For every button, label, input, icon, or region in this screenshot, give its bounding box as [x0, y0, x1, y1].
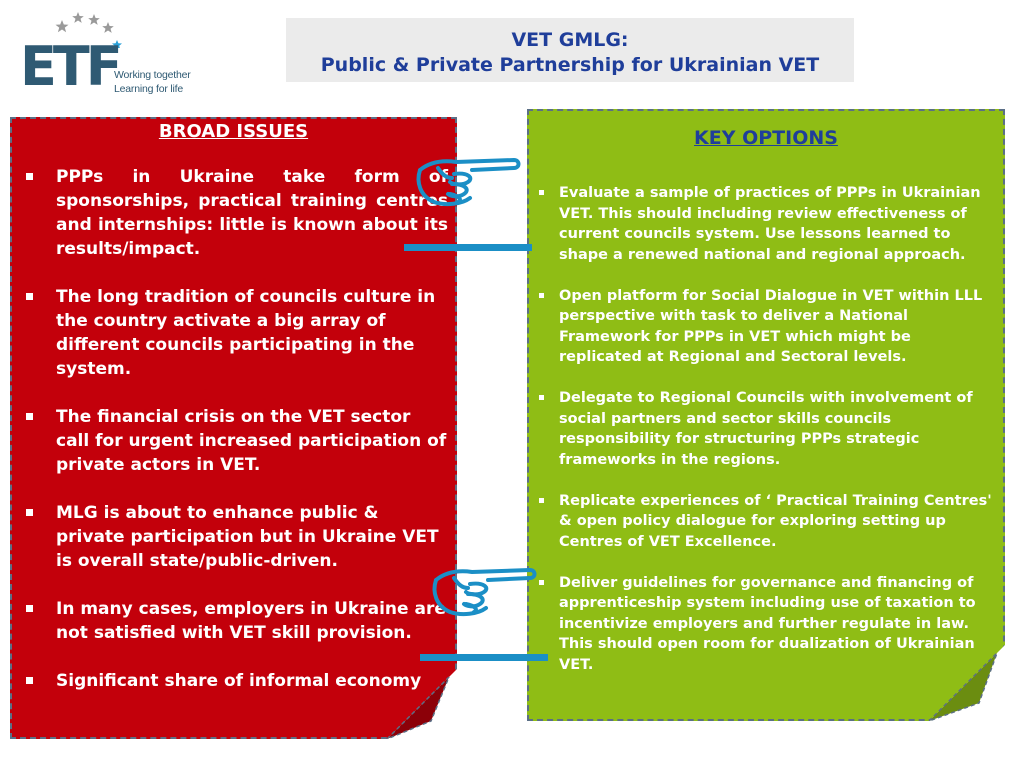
pointing-hand-icon [412, 152, 524, 210]
bullet-icon [539, 293, 544, 298]
list-item: Deliver guidelines for governance and financing of apprenticeship system including use of taxation to incentivize employers and further regulate in law. This should open room for dualization of Ukrainian VET. [537, 573, 993, 676]
title-line1: VET GMLG: [511, 29, 629, 51]
broad-issues-panel [10, 117, 457, 739]
page-curl-icon [929, 645, 1005, 721]
page-curl-icon [387, 669, 457, 739]
list-item: Evaluate a sample of practices of PPPs in Ukrainian VET. This should including review effectiveness of current councils system. Use lessons learned to shape a renewed national and regional approach. [537, 183, 993, 265]
bullet-icon [539, 498, 544, 503]
etf-wordmark: ETF [20, 35, 119, 98]
list-item: Open platform for Social Dialogue in VET within LLL perspective with task to deliver a National Framework for PPPs in VET which might be replicated at Regional and Sectoral levels. [537, 286, 993, 368]
list-item: In many cases, employers in Ukraine are not satisfied with VET skill provision. [24, 597, 448, 645]
logo-tagline-line2: Learning for life [114, 83, 183, 95]
list-item: Significant share of informal economy [24, 669, 448, 693]
key-options-heading: KEY OPTIONS [694, 127, 838, 149]
list-item: PPPs in Ukraine take form of sponsorships, practical training centres and internships: little is known about its results/impact. [24, 165, 448, 261]
bullet-icon [26, 413, 33, 420]
etf-logo [18, 8, 208, 100]
pointing-hand-icon [428, 562, 540, 620]
list-item: MLG is about to enhance public & private participation but in Ukraine VET is overall state/public-driven. [24, 501, 448, 573]
broad-issues-list [24, 165, 448, 717]
bullet-icon [539, 395, 544, 400]
page-title [286, 18, 854, 82]
connector-line-top [404, 244, 532, 251]
title-line2: Public & Private Partnership for Ukrainian VET [320, 54, 820, 76]
key-options-panel [527, 109, 1005, 721]
bullet-icon [26, 677, 33, 684]
broad-issues-heading: BROAD ISSUES [158, 121, 309, 142]
list-item: The financial crisis on the VET sector call for urgent increased participation of private actors in VET. [24, 405, 448, 477]
list-item: Replicate experiences of ‘ Practical Training Centres' & open policy dialogue for exploring setting up Centres of VET Excellence. [537, 491, 993, 553]
logo-tagline-line1: Working together [114, 69, 191, 81]
bullet-icon [26, 173, 33, 180]
bullet-icon [26, 509, 33, 516]
key-options-list [537, 183, 993, 696]
bullet-icon [26, 605, 33, 612]
logo-tagline [114, 68, 191, 96]
connector-line-bottom [420, 654, 548, 661]
bullet-icon [539, 190, 544, 195]
bullet-icon [26, 293, 33, 300]
list-item: Delegate to Regional Councils with involvement of social partners and sector skills councils responsibility for structuring PPPs strategic frameworks in the regions. [537, 388, 993, 470]
list-item: The long tradition of councils culture in the country activate a big array of different councils participating in the system. [24, 285, 448, 381]
